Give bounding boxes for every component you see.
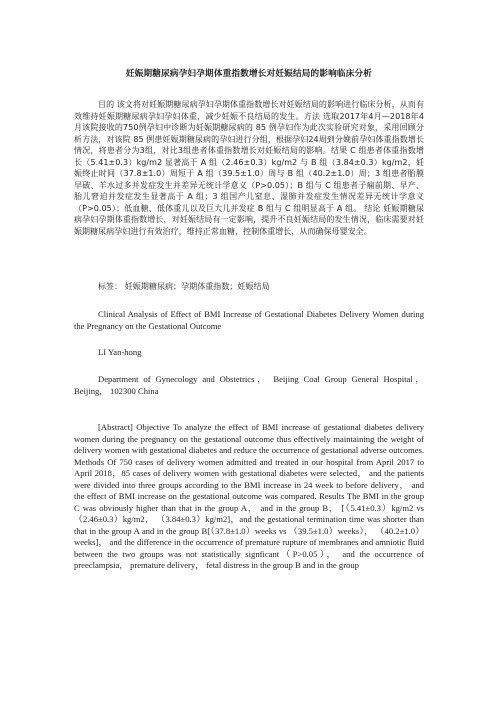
paper-title-en: Clinical Analysis of Effect of BMI Increase of Gestational Diabetes Delivery Women during the Pregnancy on the Gestational Outcome	[74, 309, 424, 331]
author-en: LI Yan-hong	[98, 347, 142, 357]
paper-title-cn: 妊娠期糖尿病孕妇孕期体重指数增长对妊娠结局的影响临床分析	[125, 69, 373, 79]
keywords-cn: 标签： 妊娠期糖尿病；孕期体重指数；妊娠结局	[98, 282, 270, 291]
abstract-en: [Abstract] Objective To analyze the effect of BMI increase of gestational diabetes delivery women during the pregnancy on the gestational outcome thus effectively maintaining the weight of delivery women with gestational diabetes and reduce the occurrence of gestational adverse outcomes. Methods Of 750 cases of delivery women admitted and treated in our hospital from April 2017 to April 2018，85 cases of delivery women with gestational diabetes were selected， and the patients were divided into three groups according to the BMI increase in 24 week to before delivery， and the effect of BMI increase on the gestational outcome was compared. Results The BMI in the group C was obviously higher than that in the group A， and in the group B， [（5.41±0.3）kg/m2 vs （2.46±0.3）kg/m2， （3.84±0.3）kg/m2]，and the gestational termination time was shorter than that in the group A and in the group B[（37.8±1.0）weeks vs （39.5±1.0）weeks）， （40.2±1.0）weeks]， and the difference in the occurrence of premature rupture of membranes and amniotic fluid between the two groups was not statistically signficant（P>0.05）， and the occurrence of preeclampsia， premature delivery， fetal distress in the group B and in the group	[74, 422, 424, 570]
affiliation-en: Department of Gynecology and Obstetrics， Beijing Coal Group General Hospital， Beijing， 102300 China	[74, 374, 424, 396]
abstract-cn: 目的 该文将对妊娠期糖尿病孕妇孕期体重指数增长对妊娠结局的影响进行临床分析，从而有效维持妊娠期糖尿病孕妇孕妇体重，减少妊娠不良结局的发生。方法 选取2017年4月—2018年4月该院接收的750例孕妇中诊断为妊娠期糖尿病的 85 例孕妇作为此次实验研究对象，采用回顾分析方法，对该院 85 例患妊娠期糖尿病的孕妇进行分组，根据孕妇24周到分娩前孕妇体重指数增长情况，将患者分为3组，对比3组患者体重指数增长对妊娠结局的影响。结果 C 组患者体重指数增长（5.41±0.3）kg/m2 显著高于 A 组（2.46±0.3）kg/m2 与 B 组（3.84±0.3）kg/m2，妊娠终止时间（37.8±1.0）周短于 A 组（39.5±1.0）周与 B 组（40.2±1.0）周；3 组患者胎膜早破、羊水过多并发症发生并差异无统计学意义（P>0.05）；B 组与 C 组患者子痫前期、早产、胎儿窘迫并发症发生显著高于 A 组；3 组国产儿窒息、湿肺并发症发生情况差异无统计学意义（P>0.05）；低血糖、低体重儿以及巨大儿并发症 B 组与 C 组明显高于 A 组。 结论 妊娠期糖尿病孕妇孕期体重指数增长，对妊娠结局有一定影响，提升不良妊娠结局的发生情况，临床需要对妊娠期糖尿病孕妇进行有效治疗，维持正常血糖，控制体重增长，从而确保母婴安全。	[74, 100, 424, 236]
